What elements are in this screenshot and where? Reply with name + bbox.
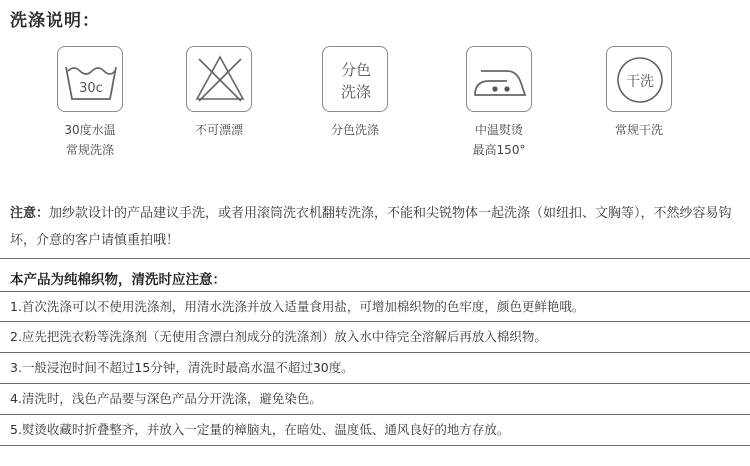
divider: [0, 258, 750, 259]
caption-line: 常规洗涤: [65, 143, 114, 157]
page-title: 洗涤说明：: [10, 11, 100, 31]
iron-medium-icon: [466, 46, 532, 112]
no-bleach-icon: [186, 46, 252, 112]
separate-wash-icon: [322, 46, 388, 112]
care-note: [10, 200, 740, 254]
note-text: 加纱款设计的产品建议手洗，或者用滚筒洗衣机翻转洗涤，不能和尖锐物体一起洗涤（如纽扣、文胸等），不然纱容易钩坏，介意的客户请慎重拍哦！: [10, 206, 732, 248]
caption-line: 常规干洗: [614, 123, 663, 137]
list-item: 1.首次洗涤可以不使用洗涤剂，用清水洗涤并放入适量食用盐，可增加棉织物的色牢度，颜色更鲜艳哦。: [0, 291, 750, 322]
list-item: 2.应先把洗衣粉等洗涤剂（无使用含漂白剂成分的洗涤剂）放入水中待完全溶解后再放入棉织物。: [0, 322, 750, 353]
caption-line: 30度水温: [64, 123, 116, 137]
list-item: 5.熨烫收藏时折叠整齐，并放入一定量的樟脑丸，在暗处、温度低、通风良好的地方存放。: [0, 415, 750, 446]
dry-clean-icon: [606, 46, 672, 112]
caption-line: 分色洗涤: [330, 123, 379, 137]
dry-clean-glyph: 干洗: [626, 74, 654, 90]
care-icons-row: [0, 46, 750, 186]
wash-30-icon: [57, 46, 123, 112]
wash-temp-glyph: 30c: [79, 81, 103, 96]
care-item-bleach: [164, 46, 274, 140]
rules-list: [0, 291, 750, 446]
glyph-line: 洗涤: [340, 83, 372, 101]
care-item-separate: [300, 46, 410, 140]
care-item-dryclean: [584, 46, 694, 140]
caption-line: 中温熨烫: [474, 123, 523, 137]
caption-line: 最高150°: [472, 143, 526, 157]
care-item-wash: [35, 46, 145, 160]
section-title: 本产品为纯棉织物，清洗时应注意：: [10, 272, 226, 288]
list-item: 4.清洗时，浅色产品要与深色产品分开洗涤，避免染色。: [0, 384, 750, 415]
glyph-line: 分色: [340, 61, 372, 79]
note-label: 注意：: [10, 206, 50, 221]
care-item-iron: [444, 46, 554, 160]
caption-line: 不可漂漂: [194, 123, 243, 137]
list-item: 3.一般浸泡时间不超过15分钟，清洗时最高水温不超过30度。: [0, 353, 750, 384]
